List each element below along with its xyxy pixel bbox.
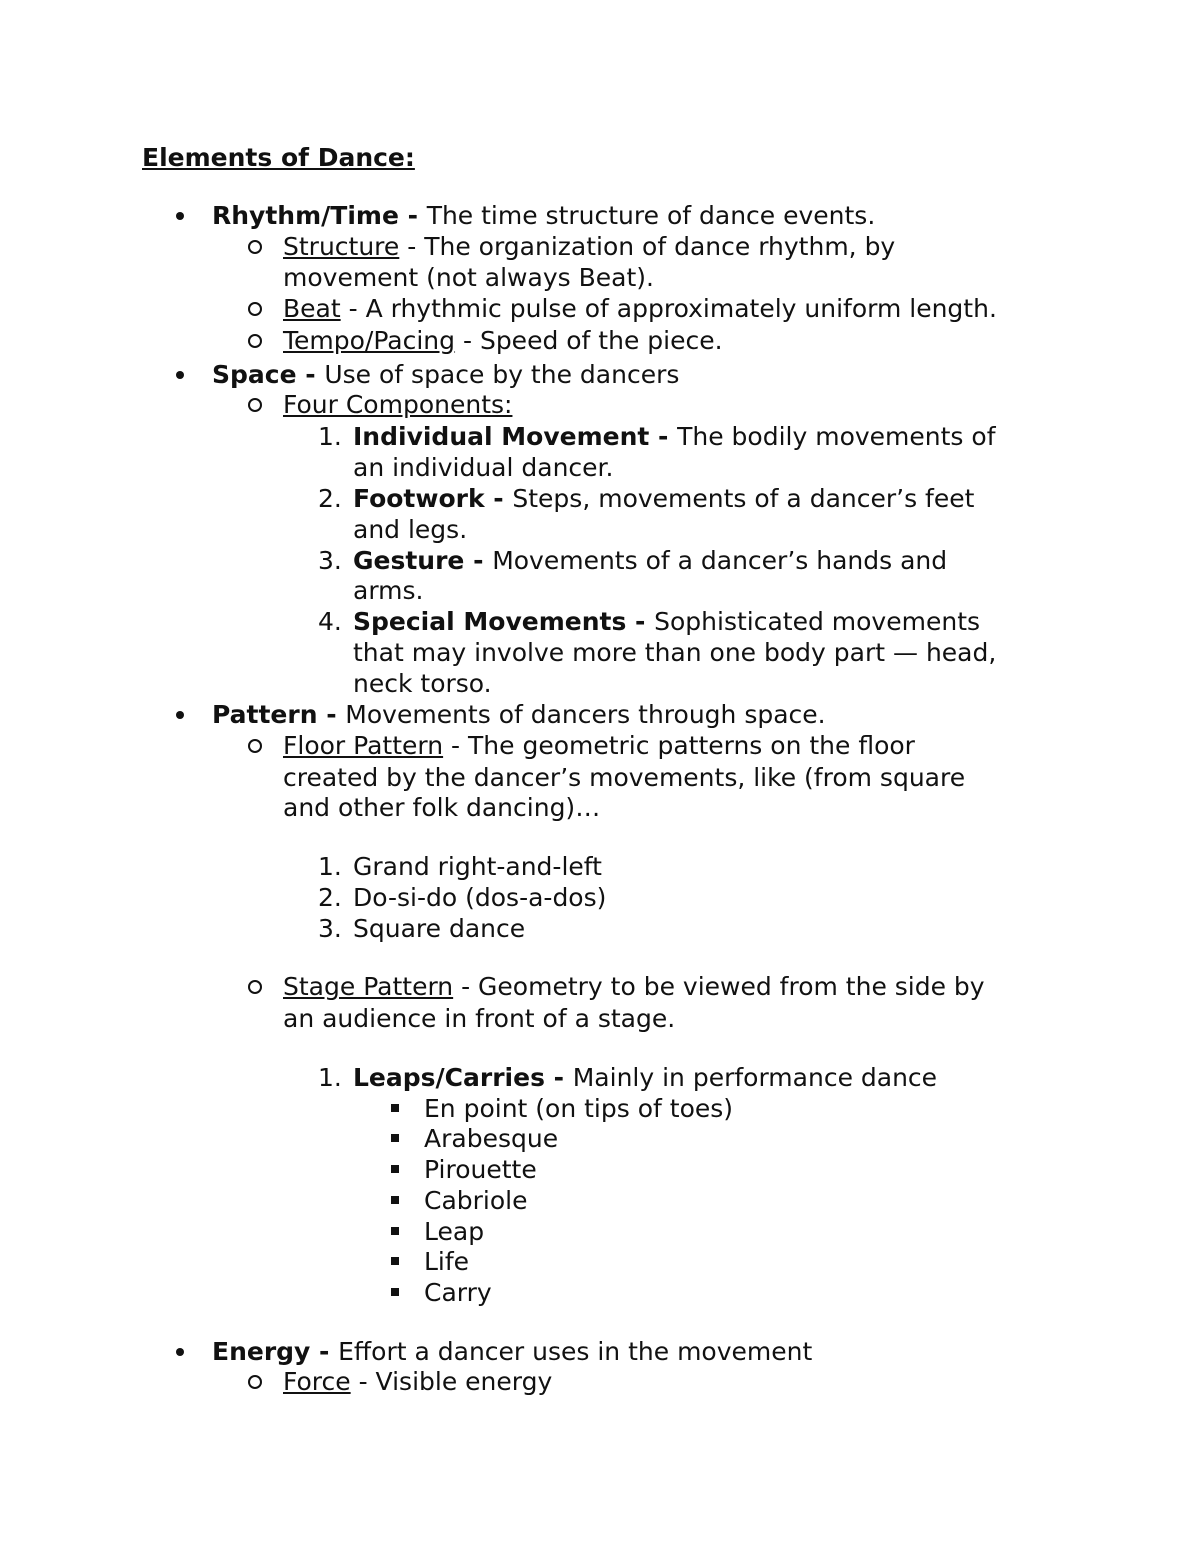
component-term: Individual Movement - [353, 422, 678, 451]
stage-pattern-desc-cont: an audience in front of a stage. [283, 1004, 676, 1033]
bullet-dot-icon [176, 371, 184, 379]
leaps-num: 1. [318, 1063, 342, 1092]
beat-desc: - A rhythmic pulse of approximately uniform length. [340, 294, 997, 323]
bullet-dot-icon [176, 1348, 184, 1356]
pattern-term: Pattern - [212, 700, 346, 729]
rhythm-item [212, 200, 875, 231]
structure-term: Structure [283, 232, 400, 261]
component-desc: Sophisticated movements [654, 607, 981, 636]
component-num: 4. [318, 607, 342, 636]
rhythm-term: Rhythm/Time - [212, 201, 427, 230]
floor-pattern-item [283, 730, 915, 761]
circle-bullet-icon [248, 302, 262, 316]
square-bullet-icon [391, 1288, 399, 1296]
component-item [353, 483, 974, 514]
floor-example: Grand right-and-left [353, 852, 602, 881]
circle-bullet-icon [248, 1375, 262, 1389]
component-term: Footwork - [353, 484, 513, 513]
structure-desc-cont: movement (not always Beat). [283, 263, 654, 292]
stage-pattern-desc: - Geometry to be viewed from the side by [453, 972, 985, 1001]
square-bullet-icon [391, 1104, 399, 1112]
component-num: 1. [318, 422, 342, 451]
floor-example: Square dance [353, 914, 526, 943]
floor-example: Do-si-do (dos-a-dos) [353, 883, 607, 912]
leaps-item [353, 1062, 937, 1093]
square-bullet-icon [391, 1134, 399, 1142]
four-components-heading: Four Components: [283, 390, 513, 419]
leap-type: Leap [424, 1217, 485, 1246]
tempo-desc: - Speed of the piece. [455, 326, 723, 355]
bullet-dot-icon [176, 212, 184, 220]
stage-pattern-item [283, 971, 985, 1002]
floor-pattern-desc: - The geometric patterns on the floor [443, 731, 915, 760]
pattern-desc: Movements of dancers through space. [345, 700, 826, 729]
square-bullet-icon [391, 1257, 399, 1265]
force-desc: - Visible energy [350, 1367, 553, 1396]
leaps-term: Leaps/Carries - [353, 1063, 573, 1092]
component-term: Gesture - [353, 546, 493, 575]
leap-type: Pirouette [424, 1155, 537, 1184]
rhythm-desc: The time structure of dance events. [426, 201, 876, 230]
leap-type: En point (on tips of toes) [424, 1094, 734, 1123]
leap-type: Arabesque [424, 1124, 559, 1153]
space-item [212, 359, 679, 390]
component-num: 3. [318, 546, 342, 575]
beat-item [283, 293, 997, 324]
leap-type: Cabriole [424, 1186, 528, 1215]
component-desc-cont: and legs. [353, 515, 468, 544]
component-num: 2. [318, 484, 342, 513]
space-desc: Use of space by the dancers [324, 360, 680, 389]
circle-bullet-icon [248, 398, 262, 412]
leap-type: Life [424, 1247, 470, 1276]
energy-desc: Effort a dancer uses in the movement [338, 1337, 813, 1366]
component-item [353, 606, 980, 637]
space-term: Space - [212, 360, 325, 389]
component-term: Special Movements - [353, 607, 655, 636]
energy-term: Energy - [212, 1337, 339, 1366]
floor-pattern-desc-cont: created by the dancer’s movements, like (from square [283, 763, 966, 792]
bullet-dot-icon [176, 711, 184, 719]
floor-pattern-term: Floor Pattern [283, 731, 444, 760]
tempo-item [283, 325, 723, 356]
component-desc-cont: arms. [353, 576, 424, 605]
leap-type: Carry [424, 1278, 492, 1307]
component-desc: Movements of a dancer’s hands and [492, 546, 948, 575]
beat-term: Beat [283, 294, 341, 323]
tempo-term: Tempo/Pacing [283, 326, 456, 355]
component-item [353, 421, 996, 452]
floor-example-num: 1. [318, 852, 342, 881]
circle-bullet-icon [248, 240, 262, 254]
component-desc-cont: neck torso. [353, 669, 492, 698]
square-bullet-icon [391, 1165, 399, 1173]
stage-pattern-term: Stage Pattern [283, 972, 454, 1001]
energy-item [212, 1336, 812, 1367]
pattern-item [212, 699, 826, 730]
force-term: Force [283, 1367, 351, 1396]
component-desc-cont: an individual dancer. [353, 453, 614, 482]
structure-item [283, 231, 895, 262]
floor-pattern-desc-cont: and other folk dancing)… [283, 793, 601, 822]
force-item [283, 1366, 552, 1397]
page-title: Elements of Dance: [142, 143, 415, 172]
component-desc-cont: that may involve more than one body part — head, [353, 638, 997, 667]
component-desc: Steps, movements of a dancer’s feet [512, 484, 975, 513]
circle-bullet-icon [248, 739, 262, 753]
floor-example-num: 3. [318, 914, 342, 943]
component-item [353, 545, 947, 576]
circle-bullet-icon [248, 980, 262, 994]
square-bullet-icon [391, 1227, 399, 1235]
leaps-desc: Mainly in performance dance [572, 1063, 938, 1092]
component-desc: The bodily movements of [677, 422, 996, 451]
floor-example-num: 2. [318, 883, 342, 912]
structure-desc: - The organization of dance rhythm, by [399, 232, 896, 261]
square-bullet-icon [391, 1196, 399, 1204]
circle-bullet-icon [248, 334, 262, 348]
